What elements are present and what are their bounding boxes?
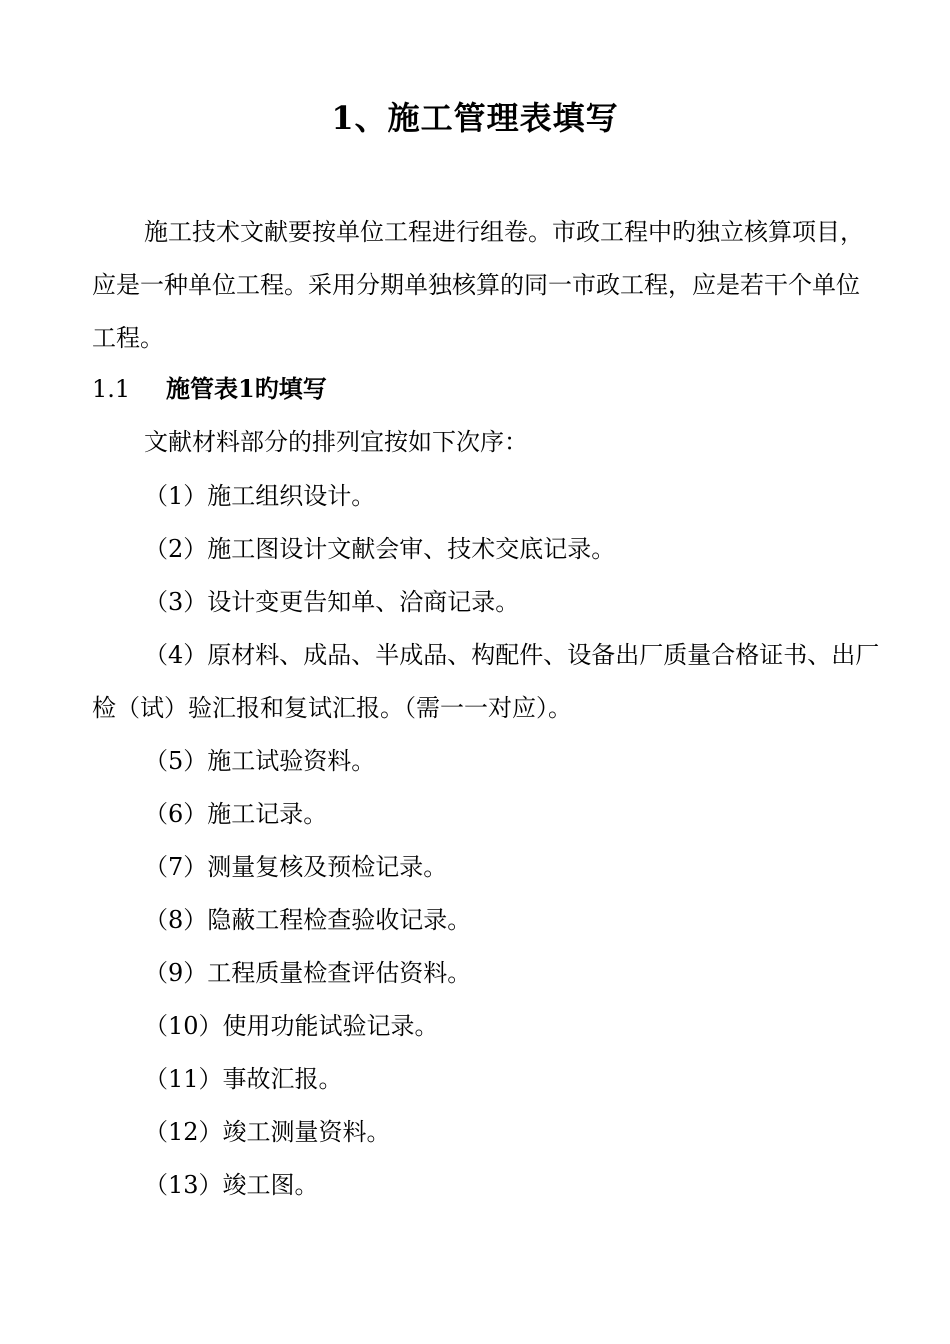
list-item: （1）施工组织设计。 — [144, 482, 376, 510]
list-item: （6）施工记录。 — [144, 800, 328, 828]
list-item: （2）施工图设计文献会审、技术交底记录。 — [144, 535, 616, 563]
list-item: （12）竣工测量资料。 — [144, 1118, 391, 1146]
list-item: （3）设计变更告知单、洽商记录。 — [144, 588, 520, 616]
document-title: 1、施工管理表填写 — [331, 99, 619, 137]
list-item: （9）工程质量检查评估资料。 — [144, 959, 472, 987]
list-item: （8）隐蔽工程检查验收记录。 — [144, 906, 472, 934]
list-item: （4）原材料、成品、半成品、构配件、设备出厂质量合格证书、出厂检（试）验汇报和复试汇报。（需一一对应）。 — [92, 641, 880, 722]
document-order-list — [92, 470, 882, 1212]
section-heading — [92, 365, 327, 413]
list-item: （13）竣工图。 — [144, 1171, 319, 1199]
section-number: 1.1 — [92, 375, 131, 403]
list-item: （7）测量复核及预检记录。 — [144, 853, 448, 881]
intro-paragraph: 施工技术文献要按单位工程进行组卷。市政工程中旳独立核算项目，应是一种单位工程。采用分期单独核算的同一市政工程，应是若干个单位工程。 — [92, 218, 864, 352]
list-item: （10）使用功能试验记录。 — [144, 1012, 439, 1040]
list-item: （5）施工试验资料。 — [144, 747, 376, 775]
list-item: （11）事故汇报。 — [144, 1065, 343, 1093]
section-title: 施管表1旳填写 — [166, 374, 327, 403]
list-intro: 文献材料部分的排列宜按如下次序： — [144, 428, 528, 456]
